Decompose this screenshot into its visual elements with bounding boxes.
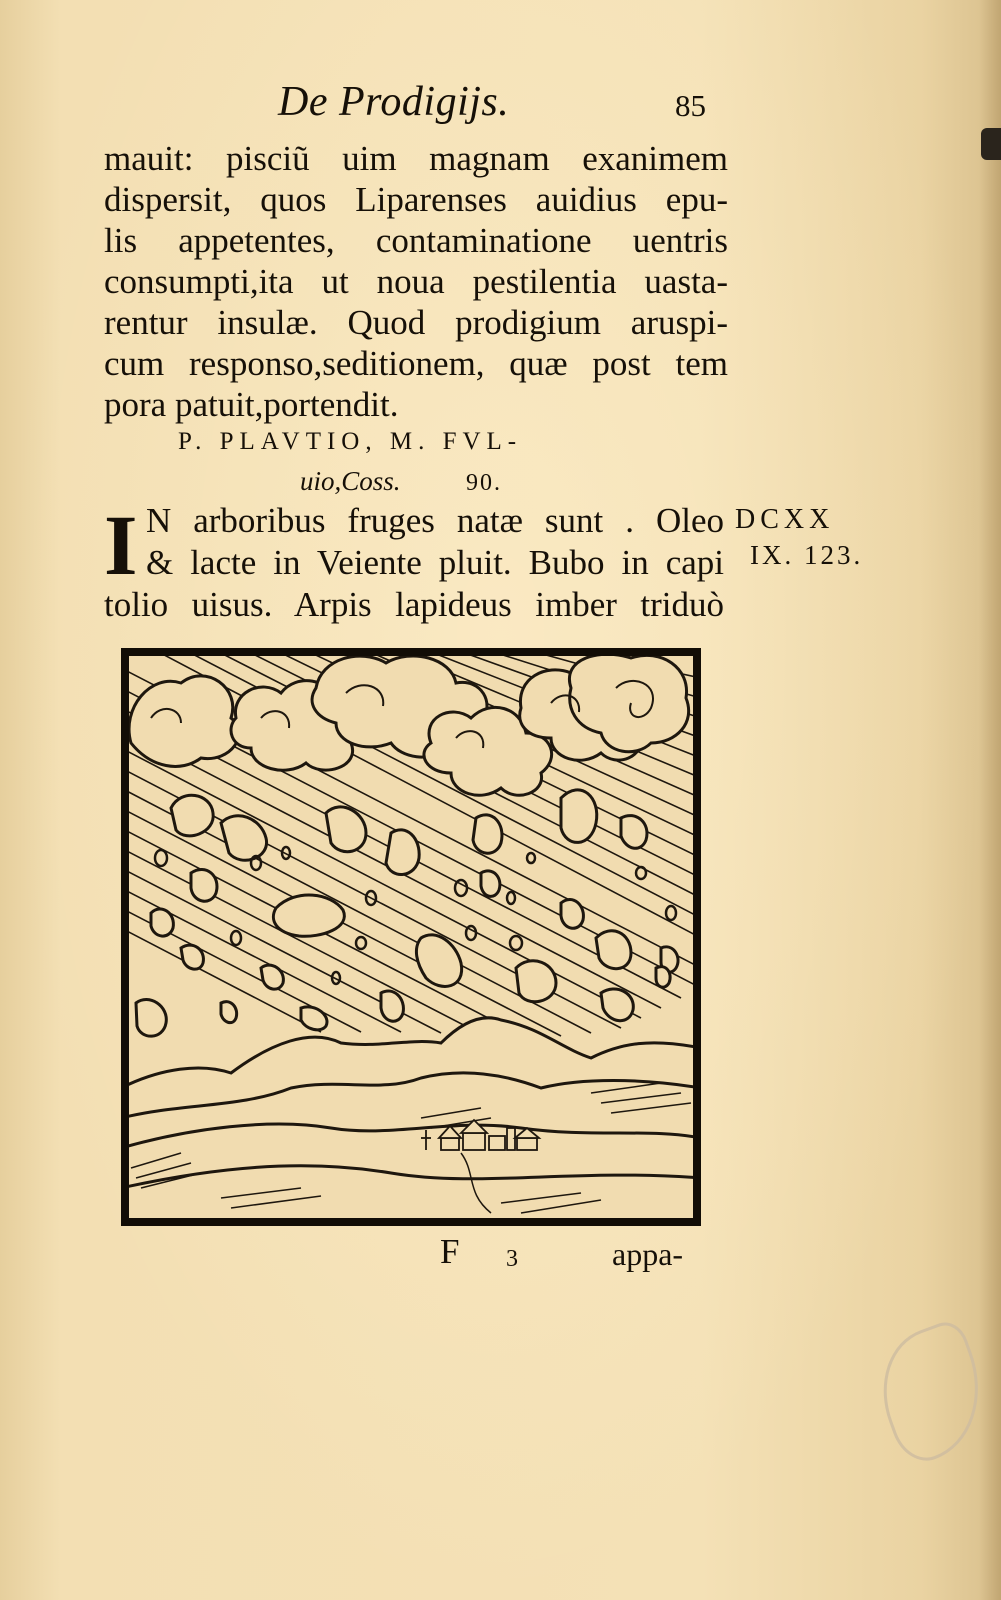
- text-line: N arboribus fruges natæ sunt . Oleo: [146, 501, 724, 540]
- text-line: lis appetentes, contaminatione uentris: [104, 221, 728, 260]
- marginal-reference: IX. 123.: [750, 540, 864, 570]
- text-line: mauit: pisciũ uim magnam exanimem: [104, 139, 728, 178]
- page-number: 85: [675, 88, 706, 123]
- consul-heading: P. PLAVTIO, M. FVL-: [178, 428, 523, 455]
- text-line: tolio uisus. Arpis lapideus imber triduò: [104, 585, 724, 624]
- text-line: cum responso,seditionem, quæ post tem: [104, 344, 728, 383]
- text-line: rentur insulæ. Quod prodigium aruspi-: [104, 303, 728, 342]
- signature-letter: F: [440, 1232, 460, 1271]
- text-line: pora patuit,portendit.: [104, 385, 399, 424]
- marginal-year: DCXX: [735, 504, 835, 535]
- paragraph-2: [104, 497, 724, 626]
- page-tab-mark: [981, 128, 1001, 160]
- catchword: appa-: [612, 1236, 684, 1272]
- paragraph-1: [104, 138, 728, 425]
- stone-rain-woodcut: [121, 648, 701, 1226]
- page-edge-shadow: [979, 0, 1001, 1600]
- text-line: consumpti,ita ut noua pestilentia uasta-: [104, 262, 728, 301]
- text-line: & lacte in Veiente pluit. Bubo in capi: [146, 543, 724, 582]
- consul-heading-continued: uio,Coss.: [300, 466, 401, 496]
- running-title: De Prodigijs.: [278, 79, 510, 125]
- drop-cap: I: [104, 497, 138, 593]
- entry-number: 90.: [466, 470, 502, 496]
- signature-number: 3: [506, 1246, 518, 1272]
- text-line: dispersit, quos Liparenses auidius epu-: [104, 180, 728, 219]
